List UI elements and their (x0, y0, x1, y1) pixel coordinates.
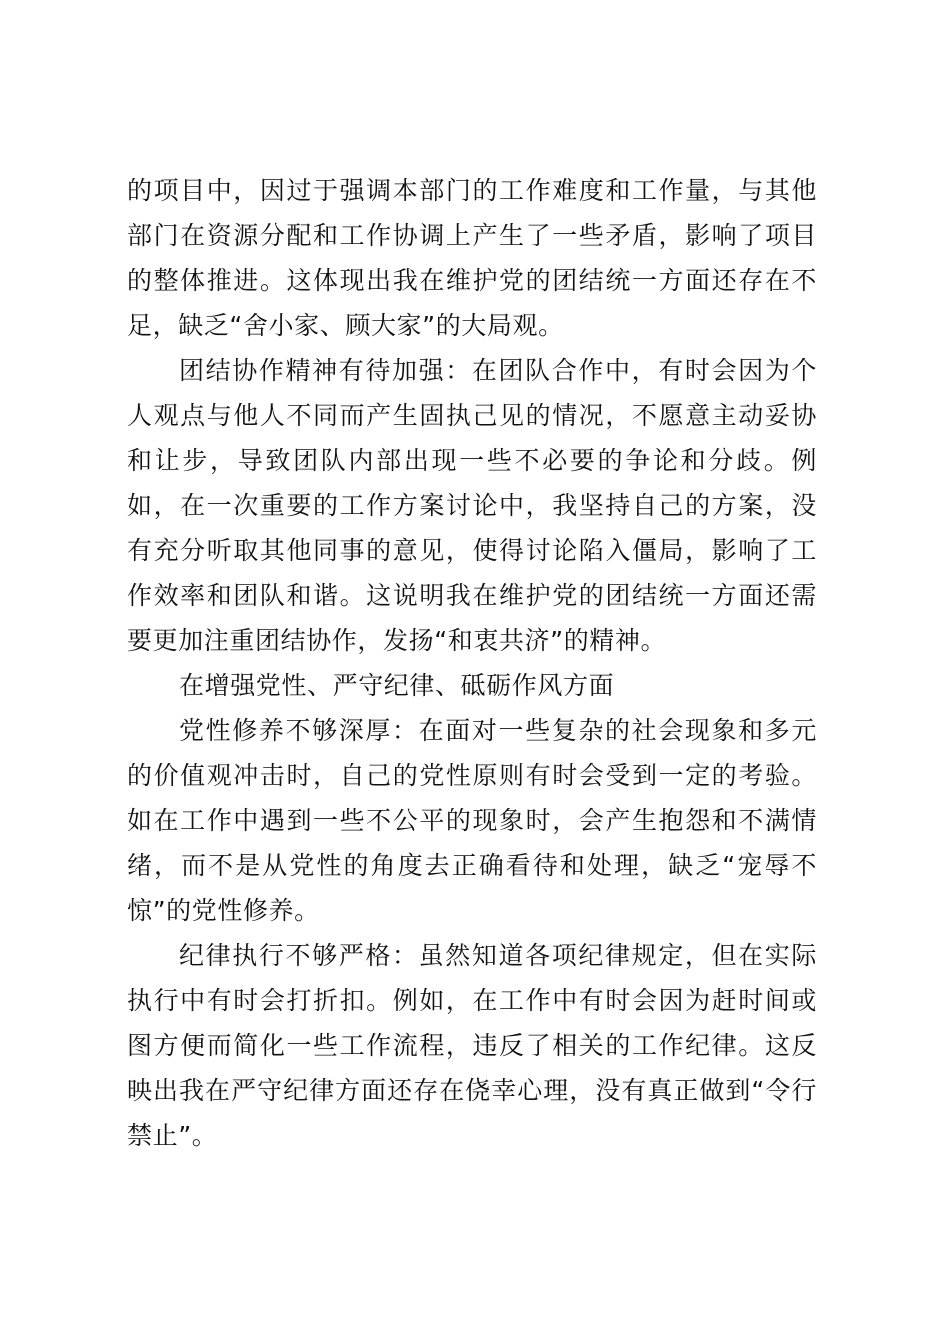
paragraph-party-spirit: 党性修养不够深厚：在面对一些复杂的社会现象和多元的价值观冲击时，自己的党性原则有时会受到一定的考验。如在工作中遇到一些不公平的现象时，会产生抱怨和不满情绪，而不是从党性的角度去正确看待和处理，缺乏“宠辱不惊”的党性修养。 (127, 716, 817, 925)
section-heading: 在增强党性、严守纪律、砥砺作风方面 (179, 671, 615, 700)
paragraph-continuation: 的项目中，因过于强调本部门的工作难度和工作量，与其他部门在资源分配和工作协调上产生了一些矛盾，影响了项目的整体推进。这体现出我在维护党的团结统一方面还存在不足，缺乏“舍小家、顾大家”的大局观。 (127, 176, 817, 340)
paragraph-teamwork: 团结协作精神有待加强：在团队合作中，有时会因为个人观点与他人不同而产生固执己见的情况，不愿意主动妥协和让步，导致团队内部出现一些不必要的争论和分歧。例如，在一次重要的工作方案讨论中，我坚持自己的方案，没有充分听取其他同事的意见，使得讨论陷入僵局，影响了工作效率和团队和谐。这说明我在维护党的团结统一方面还需要更加注重团结协作，发扬“和衷共济”的精神。 (127, 356, 817, 655)
document-body (127, 168, 817, 1158)
paragraph-discipline: 纪律执行不够严格：虽然知道各项纪律规定，但在实际执行中有时会打折扣。例如，在工作中有时会因为赶时间或图方便而简化一些工作流程，违反了相关的工作纪律。这反映出我在严守纪律方面还存在侥幸心理，没有真正做到“令行禁止”。 (127, 941, 817, 1150)
